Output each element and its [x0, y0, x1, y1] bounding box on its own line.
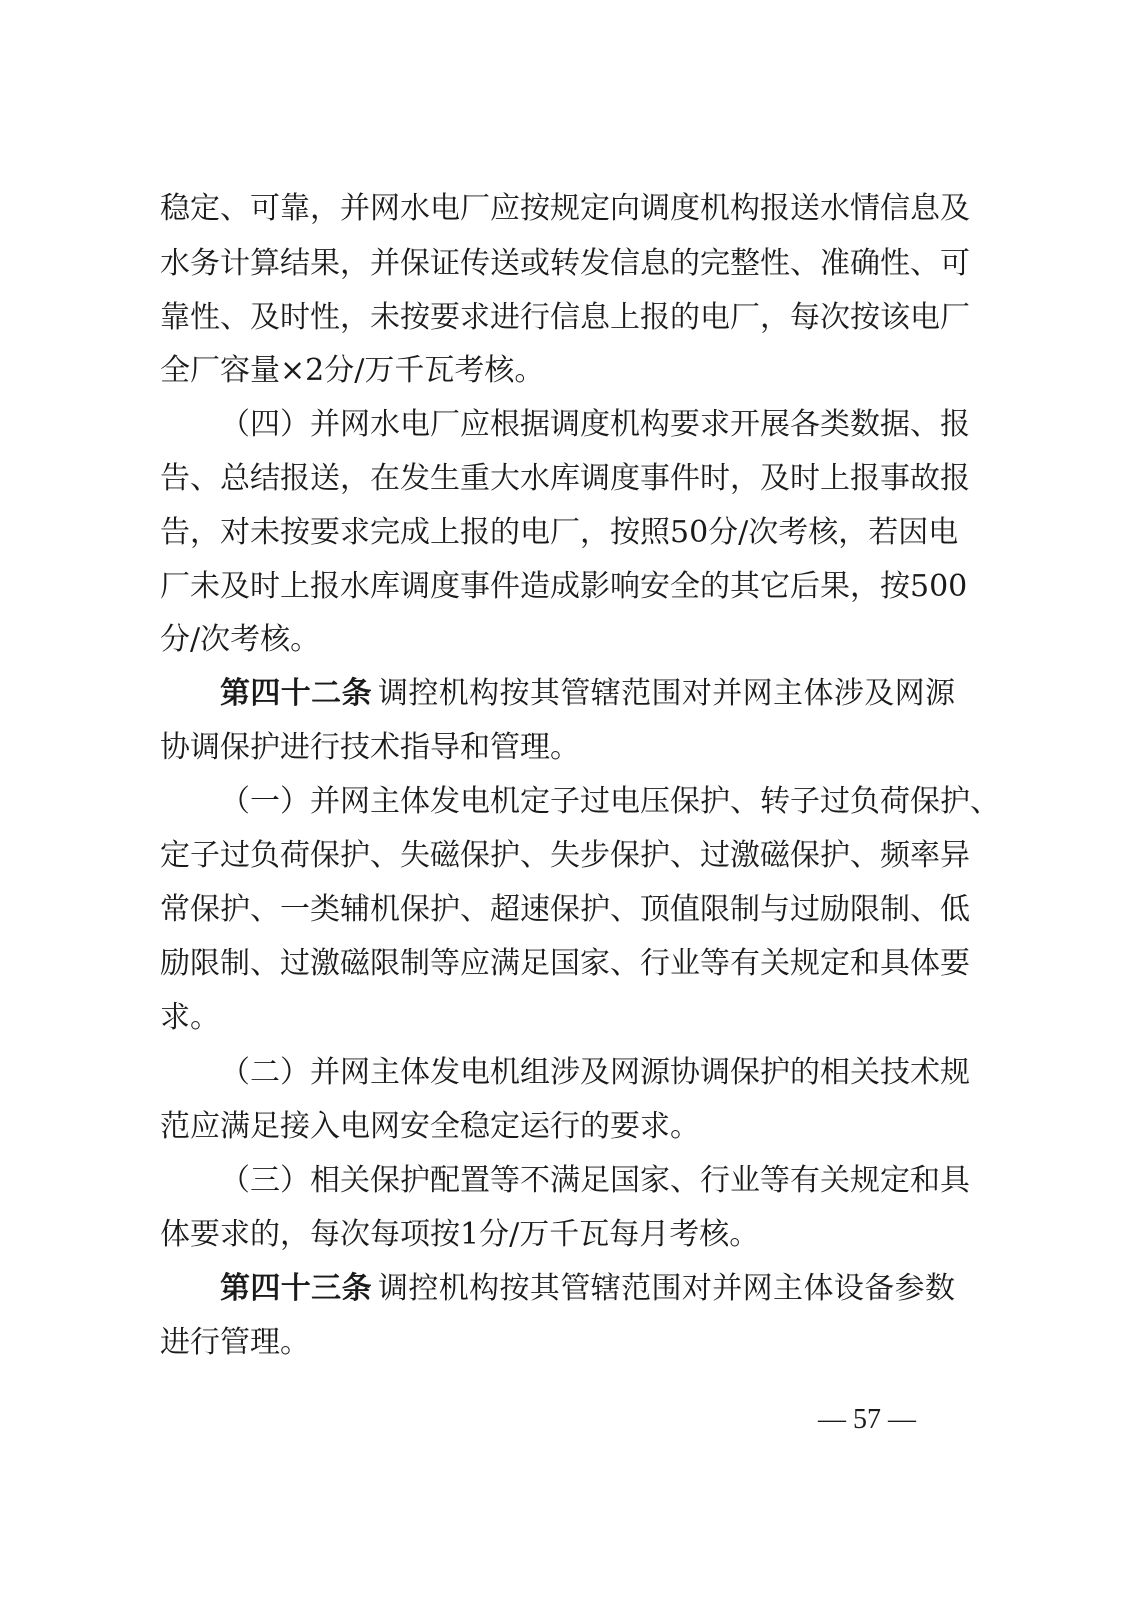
article-42-text: 调控机构按其管辖范围对并网主体涉及网源 — [377, 676, 956, 711]
article-43-heading: 第四十三条 — [220, 1271, 372, 1306]
text-line: 靠性、及时性，未按要求进行信息上报的电厂，每次按该电厂 — [160, 300, 970, 335]
text-line: 告、总结报送，在发生重大水库调度事件时，及时上报事故报 — [160, 461, 970, 496]
text-line: 体要求的，每次每项按1分/万千瓦每月考核。 — [160, 1217, 760, 1252]
text-line: （三）相关保护配置等不满足国家、行业等有关规定和具 — [220, 1163, 970, 1198]
text-line: 告，对未按要求完成上报的电厂，按照50分/次考核，若因电 — [160, 515, 959, 550]
text-line: 分/次考核。 — [160, 622, 321, 657]
text-line: 协调保护进行技术指导和管理。 — [160, 730, 580, 765]
text-line: 稳定、可靠，并网水电厂应按规定向调度机构报送水情信息及 — [160, 191, 970, 226]
article-42-heading: 第四十二条 — [220, 676, 372, 711]
text-line: 水务计算结果，并保证传送或转发信息的完整性、准确性、可 — [160, 246, 970, 281]
text-line: （一）并网主体发电机定子过电压保护、转子过负荷保护、 — [220, 784, 1000, 819]
text-line: （二）并网主体发电机组涉及网源协调保护的相关技术规 — [220, 1055, 970, 1090]
article-42-line — [220, 674, 955, 714]
text-line: 进行管理。 — [160, 1325, 310, 1360]
text-line: 定子过负荷保护、失磁保护、失步保护、过激磁保护、频率异 — [160, 838, 970, 873]
text-line: 厂未及时上报水库调度事件造成影响安全的其它后果，按500 — [160, 569, 968, 604]
article-43-text: 调控机构按其管辖范围对并网主体设备参数 — [377, 1271, 956, 1306]
text-line: （四）并网水电厂应根据调度机构要求开展各类数据、报 — [220, 407, 970, 442]
text-line: 励限制、过激磁限制等应满足国家、行业等有关规定和具体要 — [160, 946, 970, 981]
page-number: — 57 — — [818, 1404, 916, 1435]
text-line: 范应满足接入电网安全稳定运行的要求。 — [160, 1109, 700, 1144]
text-line: 求。 — [160, 1000, 220, 1035]
text-line: 全厂容量×2分/万千瓦考核。 — [160, 353, 545, 388]
article-43-line — [220, 1269, 955, 1309]
text-line: 常保护、一类辅机保护、超速保护、顶值限制与过励限制、低 — [160, 892, 970, 927]
